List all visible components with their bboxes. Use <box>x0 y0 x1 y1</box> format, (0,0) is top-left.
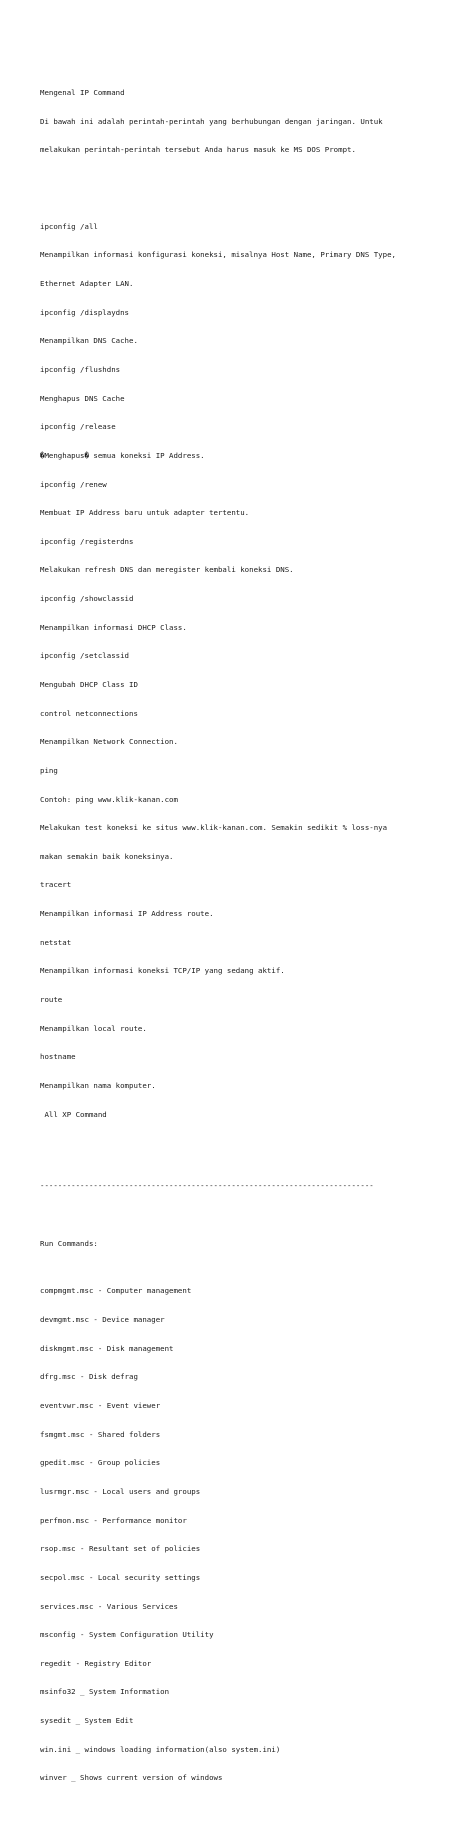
command-line: ipconfig /all <box>40 221 98 231</box>
command-line: ipconfig /flushdns <box>40 364 121 374</box>
description-line: Menampilkan local route. <box>40 1023 147 1033</box>
description-line: Menghapus DNS Cache <box>40 393 125 403</box>
ip-command-list <box>40 203 440 1139</box>
run-command-list <box>40 1267 440 1802</box>
list-item: lusrmgr.msc - Local users and groups <box>40 1486 201 1496</box>
document-body <box>40 69 440 1821</box>
description-line: Menampilkan informasi DHCP Class. <box>40 622 187 632</box>
section-title: Run Commands: <box>40 1238 98 1248</box>
divider-line: --------------------------------------------------------------------------- <box>40 1181 374 1191</box>
subsection-heading: All XP Command <box>40 1109 107 1119</box>
list-item: sysedit _ System Edit <box>40 1716 134 1726</box>
list-item: rsop.msc - Resultant set of policies <box>40 1544 201 1554</box>
list-item: diskmgmt.msc - Disk management <box>40 1343 174 1353</box>
list-item: regedit - Registry Editor <box>40 1658 152 1668</box>
list-item: dfrg.msc - Disk defrag <box>40 1372 138 1382</box>
description-line: Melakukan test koneksi ke situs www.klik-kanan.com. Semakin sedikit % loss-nya <box>40 823 388 833</box>
list-item: devmgmt.msc - Device manager <box>40 1315 165 1325</box>
list-item: msinfo32 _ System Information <box>40 1687 170 1697</box>
list-item: services.msc - Various Services <box>40 1601 178 1611</box>
description-line: Menampilkan DNS Cache. <box>40 336 138 346</box>
list-item: eventvwr.msc - Event viewer <box>40 1401 161 1411</box>
list-item: winver _ Shows current version of windows <box>40 1773 223 1783</box>
section-title: Mengenal IP Command <box>40 88 125 98</box>
command-line: control netconnections <box>40 708 138 718</box>
list-item: win.ini _ windows loading information(also system.ini) <box>40 1744 281 1754</box>
command-line: ipconfig /displaydns <box>40 307 129 317</box>
description-line: Menampilkan Network Connection. <box>40 737 178 747</box>
description-line: Menampilkan informasi koneksi TCP/IP yang sedang aktif. <box>40 966 285 976</box>
blank-line <box>40 1210 440 1220</box>
description-line: makan semakin baik koneksinya. <box>40 851 174 861</box>
command-line: ipconfig /release <box>40 422 116 432</box>
command-line: ipconfig /renew <box>40 479 107 489</box>
blank-line <box>40 1157 440 1162</box>
list-item: gpedit.msc - Group policies <box>40 1458 161 1468</box>
intro-text: Di bawah ini adalah perintah-perintah yang berhubungan dengan jaringan. Untuk <box>40 116 383 126</box>
command-line: route <box>40 995 63 1005</box>
description-line: Menampilkan nama komputer. <box>40 1080 156 1090</box>
command-line: hostname <box>40 1052 76 1062</box>
description-line: Melakukan refresh DNS dan meregister kembali koneksi DNS. <box>40 565 294 575</box>
description-line: �Menghapus� semua koneksi IP Address. <box>40 450 205 460</box>
list-item: secpol.msc - Local security settings <box>40 1572 201 1582</box>
blank-line <box>40 174 440 184</box>
command-line: ipconfig /registerdns <box>40 536 134 546</box>
command-line: ipconfig /setclassid <box>40 651 129 661</box>
list-item: perfmon.msc - Performance monitor <box>40 1515 187 1525</box>
list-item: compmgmt.msc - Computer management <box>40 1286 192 1296</box>
command-line: ping <box>40 765 58 775</box>
description-line: Mengubah DHCP Class ID <box>40 680 138 689</box>
command-line: tracert <box>40 880 72 890</box>
description-line: Menampilkan informasi IP Address route. <box>40 909 214 919</box>
command-line: netstat <box>40 937 72 947</box>
list-item: msconfig - System Configuration Utility <box>40 1630 214 1640</box>
list-item: fsmgmt.msc - Shared folders <box>40 1429 161 1439</box>
example-line: Contoh: ping www.klik-kanan.com <box>40 794 178 804</box>
intro-text: melakukan perintah-perintah tersebut Anda harus masuk ke MS DOS Prompt. <box>40 145 356 155</box>
description-line: Menampilkan informasi konfigurasi koneksi, misalnya Host Name, Primary DNS Type, <box>40 250 396 260</box>
command-line: ipconfig /showclassid <box>40 594 134 604</box>
description-line: Membuat IP Address baru untuk adapter tertentu. <box>40 508 250 518</box>
description-line: Ethernet Adapter LAN. <box>40 279 134 289</box>
